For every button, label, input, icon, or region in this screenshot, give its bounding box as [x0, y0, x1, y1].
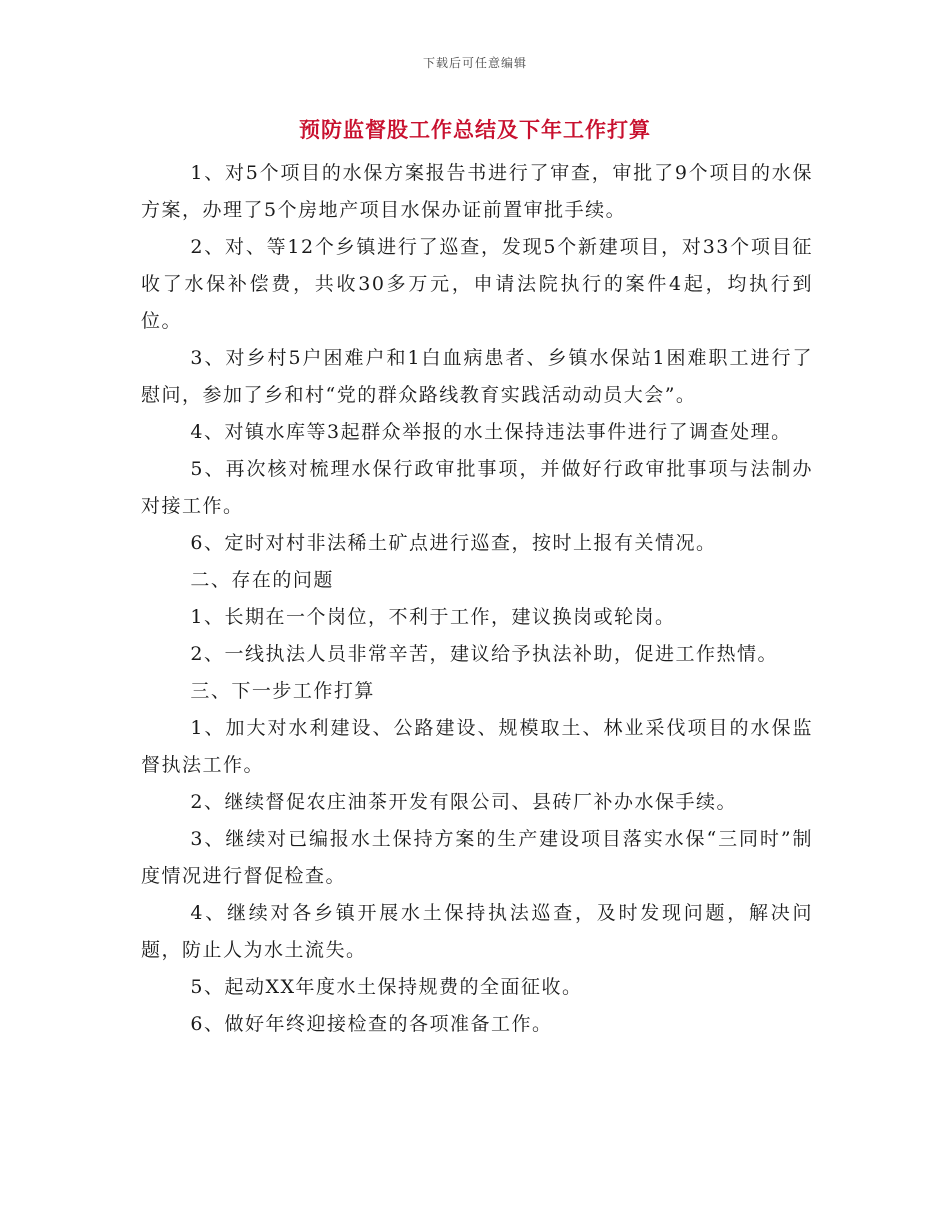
paragraph: 3、对乡村5户困难户和1白血病患者、乡镇水保站1困难职工进行了慰问，参加了乡和村“党的群众路线教育实践活动动员大会”。: [141, 347, 813, 406]
document-title: 预防监督股工作总结及下年工作打算: [299, 117, 651, 142]
paragraph: 2、一线执法人员非常辛苦，建议给予执法补助，促进工作热情。: [190, 643, 778, 665]
paragraph: 6、定时对村非法稀土矿点进行巡查，按时上报有关情况。: [190, 532, 717, 554]
paragraph: 1、长期在一个岗位，不利于工作，建议换岗或轮岗。: [190, 606, 676, 628]
paragraph: 1、对5个项目的水保方案报告书进行了审查，审批了9个项目的水保方案，办理了5个房地产项目水保办证前置审批手续。: [141, 162, 813, 221]
paragraph: 1、加大对水利建设、公路建设、规模取土、林业采伐项目的水保监督执法工作。: [141, 717, 813, 776]
section-heading: 三、下一步工作打算: [190, 680, 375, 702]
paragraph: 2、对、等12个乡镇进行了巡查，发现5个新建项目，对33个项目征收了水保补偿费，共收30多万元，申请法院执行的案件4起，均执行到位。: [141, 236, 813, 332]
paragraph: 6、做好年终迎接检查的各项准备工作。: [190, 1013, 553, 1035]
paragraph: 4、继续对各乡镇开展水土保持执法巡查，及时发现问题，解决问题，防止人为水土流失。: [141, 902, 813, 961]
paragraph: 2、继续督促农庄油茶开发有限公司、县砖厂补办水保手续。: [190, 791, 737, 813]
document-body: [141, 155, 813, 1043]
paragraph: 4、对镇水库等3起群众举报的水土保持违法事件进行了调查处理。: [190, 421, 792, 443]
paragraph: 3、继续对已编报水土保持方案的生产建设项目落实水保“三同时”制度情况进行督促检查。: [141, 828, 813, 887]
paragraph: 5、再次核对梳理水保行政审批事项，并做好行政审批事项与法制办对接工作。: [141, 458, 813, 517]
paragraph: 5、起动XX年度水土保持规费的全面征收。: [190, 976, 583, 998]
section-heading: 二、存在的问题: [190, 569, 334, 591]
header-note: 下载后可任意编辑: [422, 56, 527, 70]
